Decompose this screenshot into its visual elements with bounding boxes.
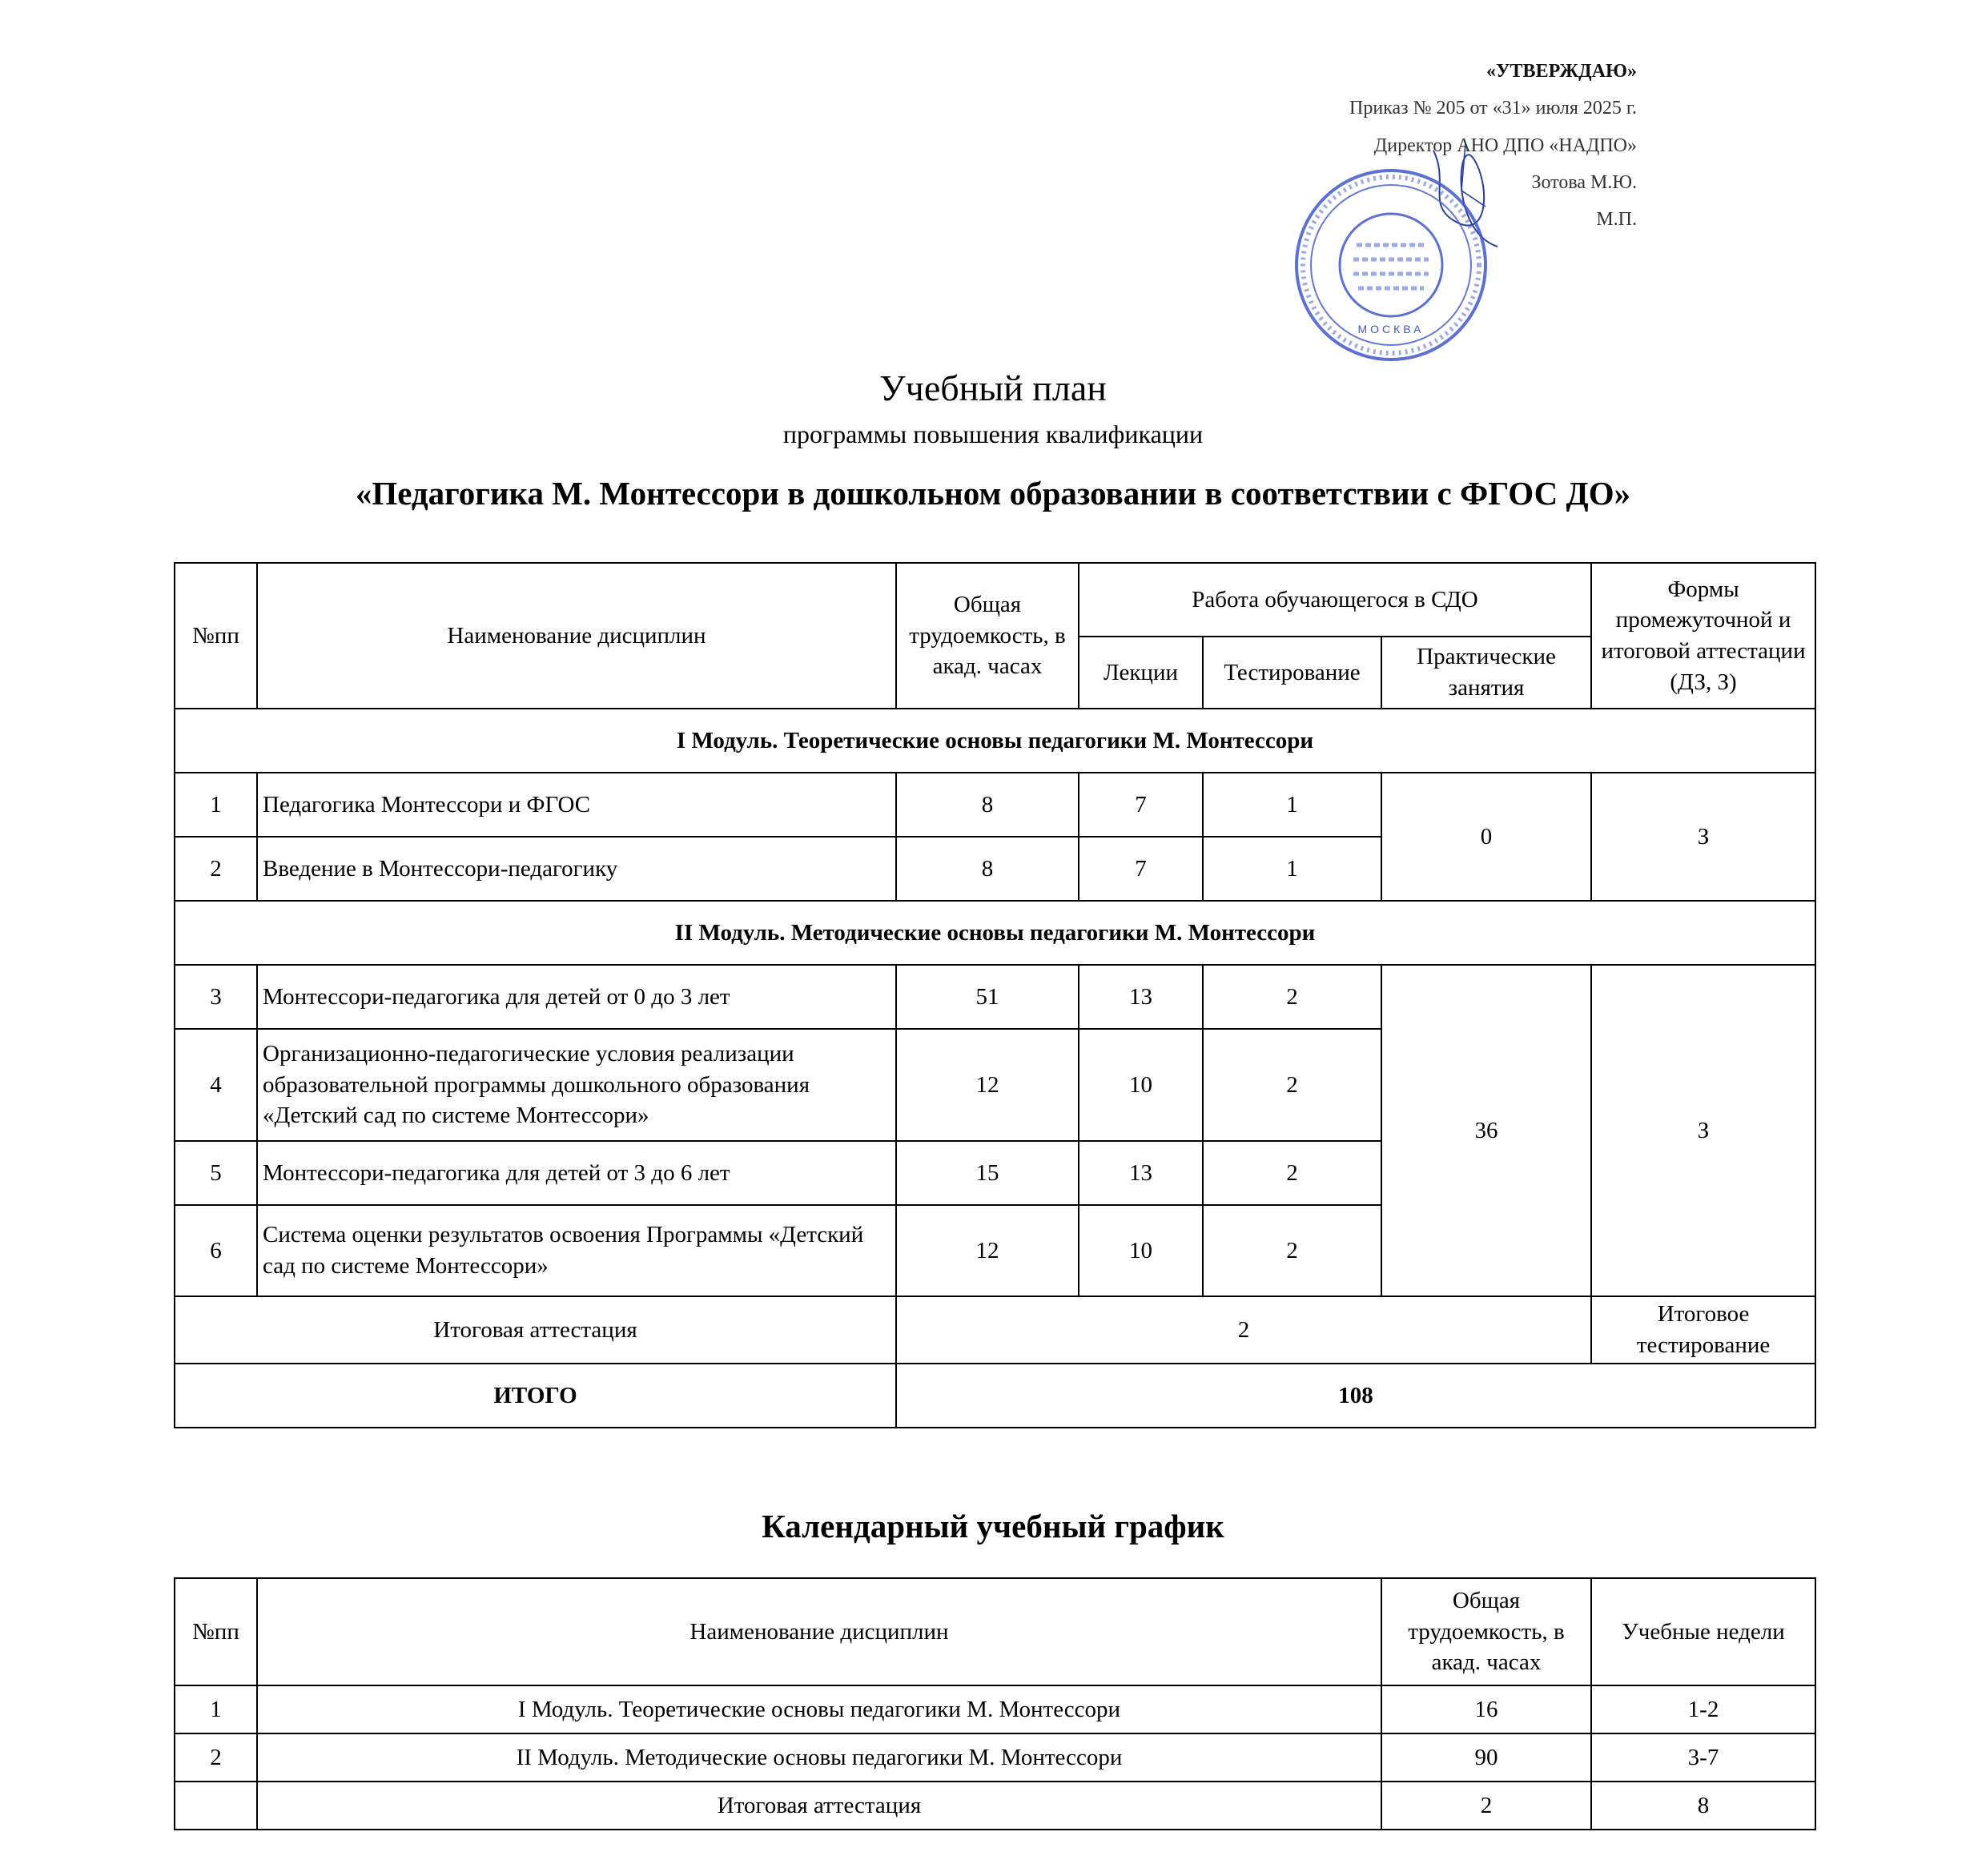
header-forms: Формы промежуточной и итоговой аттестации (ДЗ, З) <box>1591 563 1815 709</box>
approval-position: Директор АНО ДПО «НАДПО» <box>1373 135 1637 156</box>
schedule-row-weeks: 3-7 <box>1591 1733 1815 1782</box>
row-lectures: 10 <box>1079 1029 1203 1141</box>
row-num: 4 <box>175 1029 257 1141</box>
stamp-city: МОСКВА <box>1357 323 1425 335</box>
row-name: Монтессори-педагогика для детей от 0 до 3 лет <box>257 965 896 1029</box>
total-label: ИТОГО <box>175 1364 896 1428</box>
schedule-table <box>174 1577 1816 1830</box>
schedule-row-name: II Модуль. Методические основы педагогики М. Монтессори <box>257 1733 1381 1782</box>
row-name: Монтессори-педагогика для детей от 3 до 6 лет <box>257 1141 896 1205</box>
row-lectures: 10 <box>1079 1205 1203 1296</box>
approval-order: Приказ № 205 от «31» июля 2025 г. <box>1349 98 1637 119</box>
header-practice: Практические занятия <box>1381 637 1591 709</box>
page-subtitle: программы повышения квалификации <box>782 420 1204 448</box>
module-form: З <box>1591 965 1815 1296</box>
total-row <box>175 1364 1815 1428</box>
row-lectures: 7 <box>1079 773 1203 837</box>
curriculum-table <box>174 562 1816 1428</box>
row-total: 12 <box>896 1205 1079 1296</box>
row-testing: 2 <box>1203 1141 1381 1205</box>
row-testing: 2 <box>1203 1205 1381 1296</box>
schedule-row-name: Итоговая аттестация <box>257 1782 1381 1830</box>
schedule-header-weeks: Учебные недели <box>1591 1578 1815 1685</box>
schedule-row-total: 90 <box>1381 1733 1591 1782</box>
approval-name: Зотова М.Ю. <box>1531 171 1637 193</box>
module-title: II Модуль. Методические основы педагогики М. Монтессори <box>175 901 1815 965</box>
header-total: Общая трудоемкость, в акад. часах <box>896 563 1079 709</box>
row-total: 12 <box>896 1029 1079 1141</box>
stamp-seal <box>1291 165 1491 365</box>
table-row <box>175 1685 1815 1733</box>
final-label: Итоговая аттестация <box>175 1296 896 1364</box>
row-testing: 2 <box>1203 1029 1381 1141</box>
row-num: 1 <box>175 773 257 837</box>
row-num: 3 <box>175 965 257 1029</box>
module-practice: 36 <box>1381 965 1591 1296</box>
row-num: 2 <box>175 837 257 901</box>
final-row <box>175 1296 1815 1364</box>
row-lectures: 13 <box>1079 1141 1203 1205</box>
table-row <box>175 1733 1815 1782</box>
schedule-row-num: 1 <box>175 1685 257 1733</box>
row-num: 6 <box>175 1205 257 1296</box>
schedule-row-name: I Модуль. Теоретические основы педагогики М. Монтессори <box>257 1685 1381 1733</box>
row-num: 5 <box>175 1141 257 1205</box>
schedule-row-weeks: 1-2 <box>1591 1685 1815 1733</box>
module-practice: 0 <box>1381 773 1591 901</box>
row-testing: 1 <box>1203 837 1381 901</box>
schedule-row-num: 2 <box>175 1733 257 1782</box>
schedule-row-total: 2 <box>1381 1782 1591 1830</box>
row-total: 8 <box>896 773 1079 837</box>
row-total: 8 <box>896 837 1079 901</box>
module-form: З <box>1591 773 1815 901</box>
final-value: 2 <box>896 1296 1591 1364</box>
row-total: 15 <box>896 1141 1079 1205</box>
row-name: Организационно-педагогические условия реализации образовательной программы дошкольного образования «Детский сад по системе Монтессори» <box>257 1029 896 1141</box>
final-form: Итоговое тестирование <box>1591 1296 1815 1364</box>
schedule-title: Календарный учебный график <box>762 1508 1224 1545</box>
row-testing: 1 <box>1203 773 1381 837</box>
header-testing: Тестирование <box>1203 637 1381 709</box>
header-num: №пп <box>175 563 257 709</box>
table-row <box>175 773 1815 837</box>
row-testing: 2 <box>1203 965 1381 1029</box>
schedule-row-weeks: 8 <box>1591 1782 1815 1830</box>
header-lectures: Лекции <box>1079 637 1203 709</box>
approval-seal-note: М.П. <box>1596 209 1637 231</box>
total-value: 108 <box>896 1364 1815 1428</box>
row-lectures: 13 <box>1079 965 1203 1029</box>
table-row <box>175 1782 1815 1830</box>
row-total: 51 <box>896 965 1079 1029</box>
approval-heading: «УТВЕРЖДАЮ» <box>1485 61 1637 82</box>
row-name: Система оценки результатов освоения Программы «Детский сад по системе Монтессори» <box>257 1205 896 1296</box>
schedule-header-num: №пп <box>175 1578 257 1685</box>
schedule-header-name: Наименование дисциплин <box>257 1578 1381 1685</box>
row-name: Педагогика Монтессори и ФГОС <box>257 773 896 837</box>
header-work: Работа обучающегося в СДО <box>1079 563 1591 637</box>
schedule-header-total: Общая трудоемкость, в акад. часах <box>1381 1578 1591 1685</box>
row-lectures: 7 <box>1079 837 1203 901</box>
row-name: Введение в Монтессори-педагогику <box>257 837 896 901</box>
table-row <box>175 965 1815 1029</box>
program-title: «Педагогика М. Монтессори в дошкольном образовании в соответствии с ФГОС ДО» <box>355 475 1631 512</box>
schedule-row-num <box>175 1782 257 1830</box>
page-title: Учебный план <box>879 368 1107 408</box>
schedule-row-total: 16 <box>1381 1685 1591 1733</box>
module-title: I Модуль. Теоретические основы педагогики М. Монтессори <box>175 709 1815 773</box>
header-name: Наименование дисциплин <box>257 563 896 709</box>
